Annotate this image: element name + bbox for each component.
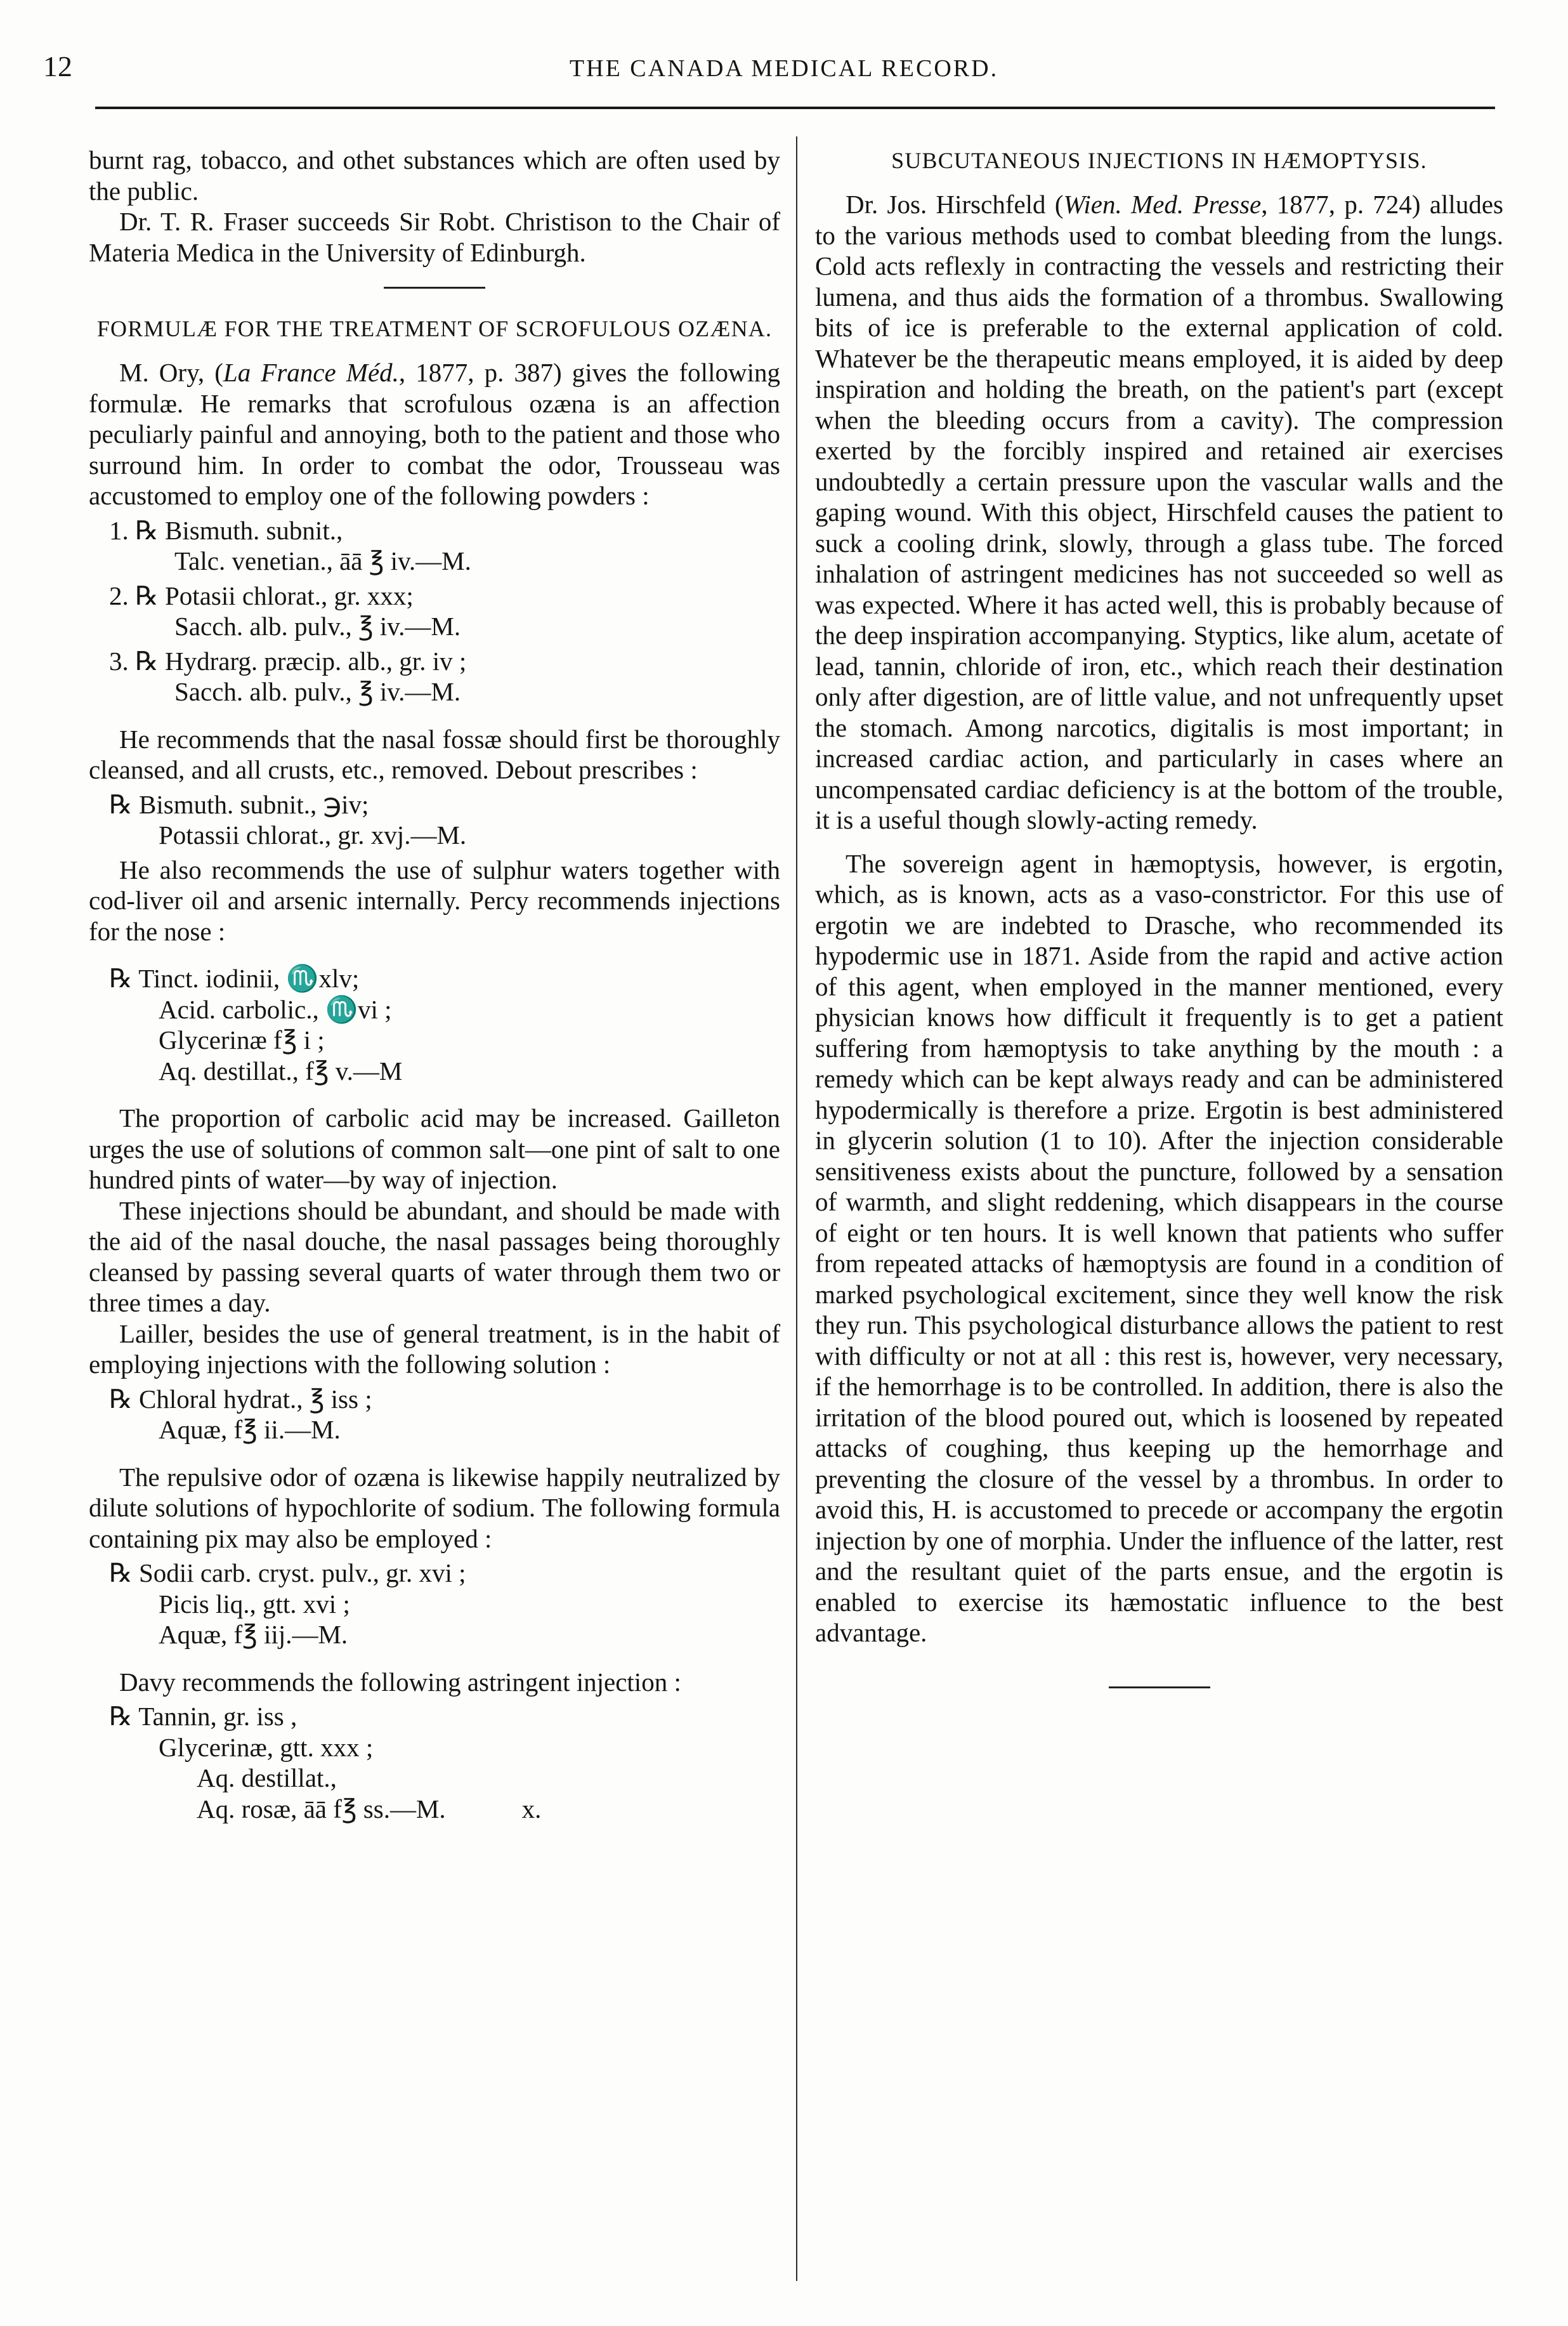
section-heading-ozaena: FORMULÆ FOR THE TREATMENT OF SCROFULOUS OZÆNA. [96, 316, 773, 341]
rx-line: Sacch. alb. pulv., ℥ iv.—M. [174, 612, 461, 641]
prescription-2 [89, 581, 780, 642]
rx-line: Sacch. alb. pulv., ℥ iv.—M. [174, 677, 461, 706]
prescription-percy [89, 963, 780, 1086]
rx-line: Aquæ, f℥ ii.—M. [159, 1415, 341, 1444]
right-column [815, 145, 1503, 1712]
rx-line: Talc. venetian., āā ℥ iv.—M. [174, 546, 471, 575]
rx-line: Aquæ, f℥ iij.—M. [159, 1620, 348, 1649]
prescription-lailler [89, 1384, 780, 1445]
rx-line: 1. ℞ Bismuth. subnit., [109, 515, 343, 545]
author-signature: x. [521, 1794, 542, 1823]
paragraph: The repulsive odor of ozæna is likewise happily neutralized by dilute solutions of hypochlorite of sodium. The following formula containing pix may also be employed : [89, 1462, 780, 1553]
prescription-davy [89, 1701, 780, 1824]
rx-line: ℞ Tannin, gr. iss , [109, 1702, 297, 1731]
rx-line: Picis liq., gtt. xvi ; [159, 1589, 350, 1619]
spacer [89, 947, 780, 959]
column-divider [796, 136, 797, 2281]
rx-line: Glycerinæ, gtt. xxx ; [159, 1732, 374, 1762]
spacer [815, 176, 1503, 189]
page-number: 12 [43, 50, 72, 82]
section-divider [1109, 1686, 1210, 1688]
citation: La France Méd. [223, 358, 399, 387]
rx-line: 2. ℞ Potasii chlorat., gr. xxx; [109, 581, 414, 610]
spacer [89, 1654, 780, 1667]
section-divider [384, 287, 485, 289]
paragraph: The sovereign agent in hæmoptysis, however, is ergotin, which, as is known, acts as a vaso-constrictor. For this use of ergotin we are indebted to Drasche, who recommended its hypodermic use in 1871. Aside from the rapid and active action of this agent, when employed in the manner mentioned, every physician knows how difficult it frequently is to get a patient suffering from hæmoptysis to take anything by the mouth : a remedy which can be kept always ready and can be administered hypodermically is therefore a prize. Ergotin is best administered in glycerin solution (1 to 10). After the injection considerable sensitiveness exists about the puncture, followed by a sensation of warmth, and slight reddening, which disappears in the course of eight or ten hours. It is well known that patients who suffer from repeated attacks of hæmoptysis are found in a condition of marked psychological excitement, since they well know the risk they run. This psychological disturbance allows the patient to rest with difficulty or not at all : this rest is, however, very necessary, if the hemorrhage is to be controlled. In addition, there is also the irritation of the blood poured out, which is loosened by repeated attacks of coughing, thus keeping up the hemorrhage and preventing the closure of the vessel by a thrombus. In order to avoid this, H. is accustomed to precede or accompany the ergotin injection by one of morphia. Under the influence of the latter, rest and the resultant quiet of the parts ensue, and the ergotin is enabled to exercise its hæmostatic influence to the best advantage. [815, 848, 1503, 1647]
rx-line: ℞ Tinct. iodinii, ♏xlv; [109, 964, 360, 993]
paragraph: Dr. Jos. Hirschfeld (Wien. Med. Presse, 1877, p. 724) alludes to the various methods used to combat bleeding from the lungs. Cold acts reflexly in contracting the vessels and restricting their lumena, and thus aids the formation of a thrombus. Swallowing bits of ice is preferable to the external application of cold. Whatever be the therapeutic means employed, it is aided by deep inspiration and holding the breath, on the patient's part (except when the bleeding occurs from a cavity). The compression exerted by the forcibly inspired and retained air exercises undoubtedly a certain pressure upon the vascular walls and the gaping wound. With this object, Hirschfeld causes the patient to suck a cooling drink, slowly, through a glass tube. The forced inhalation of astringent medicines has not succeeded so well as was expected. Where it has acted well, this is probably because of the deep inspiration accompanying. Styptics, like alum, acetate of lead, tannin, chloride of iron, etc., which reach their destination only after digestion, are of little value, and not unfrequently upset the stomach. Among narcotics, digitalis is most important; in increased cardiac action, and particularly in cases where an uncompensated cardiac deficiency is at the bottom of the trouble, it is a useful though slowly-acting remedy. [815, 190, 1503, 834]
paragraph: He recommends that the nasal fossæ should first be thoroughly cleansed, and all crusts, etc., removed. Debout prescribes : [89, 724, 780, 784]
top-rule [95, 107, 1495, 109]
paragraph: Lailler, besides the use of general treatment, is in the habit of employing injections with the following solution : [89, 1318, 780, 1379]
paragraph: These injections should be abundant, and should be made with the aid of the nasal douche, the nasal passages being thoroughly cleansed by passing several quarts of water through them two or three times a day. [89, 1195, 780, 1317]
spacer [815, 836, 1503, 848]
paragraph: Davy recommends the following astringent injection : [119, 1667, 681, 1697]
rx-line: 3. ℞ Hydrarg. præcip. alb., gr. iv ; [109, 646, 467, 676]
running-head: THE CANADA MEDICAL RECORD. [569, 55, 999, 82]
paragraph: burnt rag, tobacco, and othet substances which are often used by the public. [89, 145, 780, 206]
rx-line: Aq. destillat., [197, 1763, 337, 1792]
prescription-1 [89, 515, 780, 577]
paragraph: Dr. T. R. Fraser succeeds Sir Robt. Christison to the Chair of Materia Medica in the University of Edinburgh. [89, 207, 780, 267]
spacer [89, 1090, 780, 1103]
citation: Wien. Med. Presse [1063, 190, 1262, 219]
spacer [89, 711, 780, 724]
rx-line: ℞ Sodii carb. cryst. pulv., gr. xvi ; [109, 1558, 466, 1587]
spacer [89, 345, 780, 357]
prescription-pix [89, 1558, 780, 1650]
left-column [89, 145, 780, 1828]
section-heading-haemoptysis: SUBCUTANEOUS INJECTIONS IN HÆMOPTYSIS. [891, 148, 1427, 173]
spacer [89, 1449, 780, 1462]
rx-line: Aq. rosæ, āā f℥ ss.—M. x. [197, 1794, 542, 1823]
rx-line: Aq. destillat., f℥ v.—M [159, 1056, 403, 1086]
prescription-3 [89, 646, 780, 707]
rx-line: Acid. carbolic., ♏vi ; [159, 994, 392, 1024]
rx-line: ℞ Chloral hydrat., ℥ iss ; [109, 1384, 372, 1414]
rx-line: ℞ Bismuth. subnit., ℈iv; [109, 789, 369, 819]
rx-line: Glycerinæ f℥ i ; [159, 1025, 325, 1055]
paragraph: M. Ory, (La France Méd., 1877, p. 387) gives the following formulæ. He remarks that scrofulous ozæna is an affection peculiarly painful and annoying, both to the patient and those who surround him. In order to combat the odor, Trousseau was accustomed to employ one of the following powders : [89, 358, 780, 510]
prescription-debout [89, 789, 780, 851]
rx-line: Potassii chlorat., gr. xvj.—M. [159, 820, 467, 850]
paragraph: He also recommends the use of sulphur waters together with cod-liver oil and arsenic internally. Percy recommends injections for the nose : [89, 855, 780, 946]
paragraph: The proportion of carbolic acid may be increased. Gailleton urges the use of solutions of common salt—one pint of salt to one hundred pints of water—by way of injection. [89, 1103, 780, 1194]
